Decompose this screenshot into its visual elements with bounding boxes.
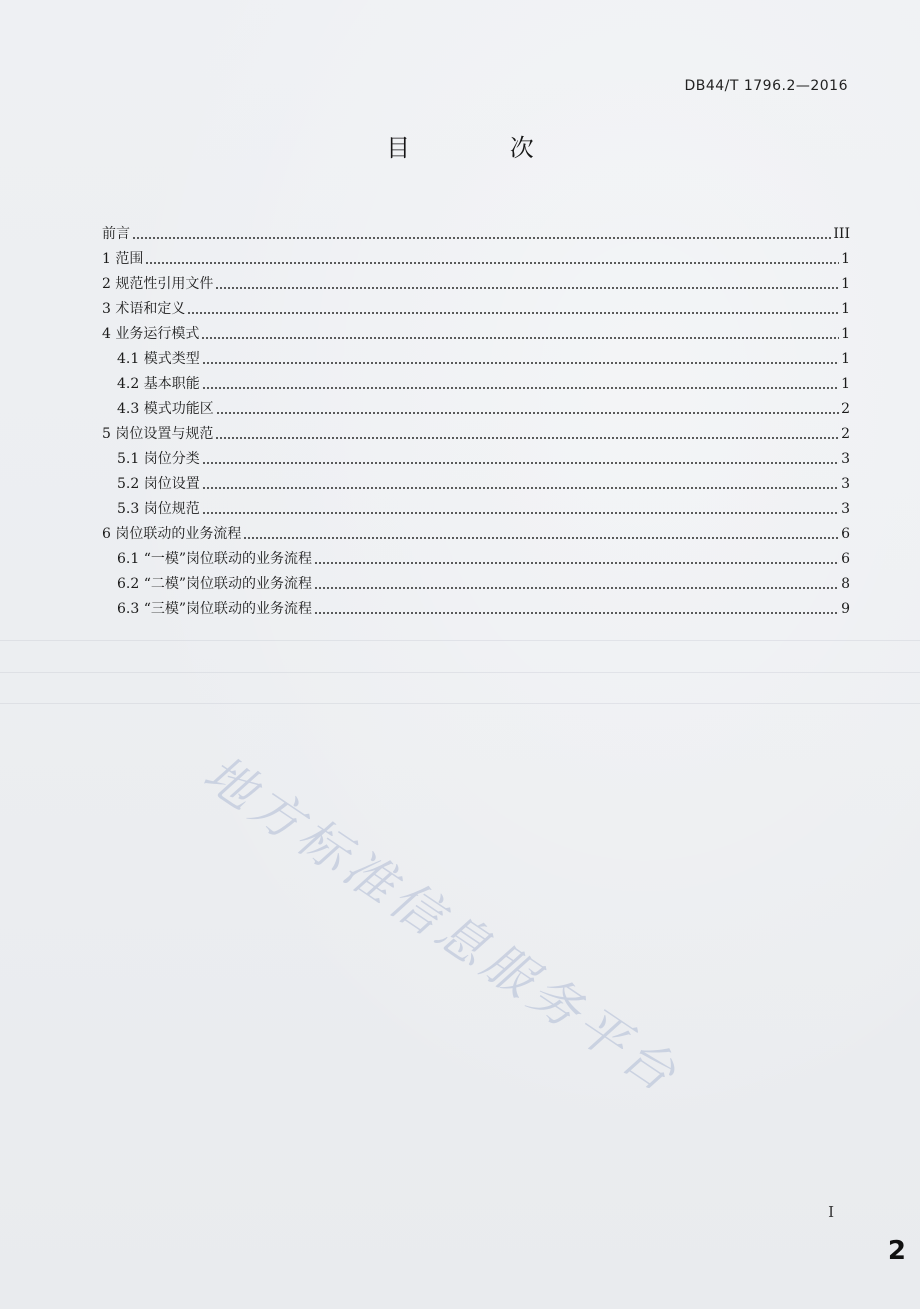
toc-entry-label: 前言 (102, 226, 130, 242)
toc-entry-page: 1 (841, 251, 850, 267)
toc-entry[interactable] (102, 522, 850, 547)
scan-artifact-line (0, 703, 920, 704)
table-of-contents (102, 222, 850, 622)
toc-entry-page: 3 (841, 476, 850, 492)
toc-entry-label: 5.1 岗位分类 (117, 451, 200, 467)
toc-entry-page: 6 (841, 551, 850, 567)
toc-entry-page: III (833, 226, 850, 242)
toc-dot-leader (145, 262, 839, 264)
scan-artifact-line (0, 672, 920, 673)
toc-entry-page: 6 (841, 526, 850, 542)
toc-dot-leader (314, 587, 839, 589)
toc-entry-page: 3 (841, 501, 850, 517)
toc-dot-leader (314, 612, 839, 614)
toc-entry-label: 4 业务运行模式 (102, 326, 200, 342)
toc-entry-label: 5.2 岗位设置 (117, 476, 200, 492)
watermark-text: 地方标准信息服务平台 (193, 744, 691, 1106)
toc-entry-page: 2 (841, 401, 850, 417)
toc-entry-label: 6.2 “二模”岗位联动的业务流程 (117, 576, 313, 592)
toc-entry-label: 2 规范性引用文件 (102, 276, 214, 292)
toc-entry[interactable] (102, 397, 850, 422)
toc-entry[interactable] (102, 572, 850, 597)
document-number: DB44/T 1796.2—2016 (684, 78, 848, 94)
toc-dot-leader (202, 362, 839, 364)
toc-entry[interactable] (102, 597, 850, 622)
toc-entry-label: 5.3 岗位规范 (117, 501, 200, 517)
toc-entry[interactable] (102, 547, 850, 572)
toc-entry[interactable] (102, 447, 850, 472)
toc-dot-leader (202, 462, 839, 464)
toc-entry-label: 6.3 “三模”岗位联动的业务流程 (117, 601, 313, 617)
toc-entry-page: 1 (841, 301, 850, 317)
toc-dot-leader (216, 412, 839, 414)
toc-dot-leader (132, 237, 831, 239)
toc-entry[interactable] (102, 247, 850, 272)
toc-entry[interactable] (102, 222, 850, 247)
toc-dot-leader (202, 512, 839, 514)
scan-page-number: 2 (887, 1236, 906, 1266)
toc-entry-page: 8 (841, 576, 850, 592)
toc-title: 目 次 (386, 134, 580, 162)
toc-entry-label: 4.3 模式功能区 (117, 401, 214, 417)
toc-entry[interactable] (102, 472, 850, 497)
toc-entry-page: 1 (841, 376, 850, 392)
scan-artifact-line (0, 640, 920, 641)
toc-dot-leader (215, 287, 839, 289)
toc-entry-page: 1 (841, 351, 850, 367)
toc-entry-label: 3 术语和定义 (102, 301, 186, 317)
toc-dot-leader (243, 537, 839, 539)
toc-dot-leader (202, 387, 839, 389)
toc-entry-label: 6.1 “一模”岗位联动的业务流程 (117, 551, 313, 567)
toc-entry[interactable] (102, 297, 850, 322)
toc-dot-leader (202, 487, 839, 489)
toc-entry-page: 1 (841, 276, 850, 292)
toc-entry[interactable] (102, 372, 850, 397)
page-number-roman: I (828, 1203, 834, 1221)
toc-entry-label: 1 范围 (102, 251, 144, 267)
toc-entry-label: 4.2 基本职能 (117, 376, 200, 392)
toc-dot-leader (201, 337, 839, 339)
toc-dot-leader (187, 312, 839, 314)
toc-entry[interactable] (102, 347, 850, 372)
toc-entry-label: 4.1 模式类型 (117, 351, 200, 367)
toc-entry[interactable] (102, 422, 850, 447)
toc-entry-page: 9 (841, 601, 850, 617)
toc-entry[interactable] (102, 322, 850, 347)
toc-entry-page: 1 (841, 326, 850, 342)
toc-entry-label: 5 岗位设置与规范 (102, 426, 214, 442)
toc-entry-label: 6 岗位联动的业务流程 (102, 526, 242, 542)
toc-entry[interactable] (102, 497, 850, 522)
toc-entry-page: 2 (841, 426, 850, 442)
toc-dot-leader (314, 562, 839, 564)
toc-entry-page: 3 (841, 451, 850, 467)
toc-dot-leader (215, 437, 839, 439)
toc-entry[interactable] (102, 272, 850, 297)
